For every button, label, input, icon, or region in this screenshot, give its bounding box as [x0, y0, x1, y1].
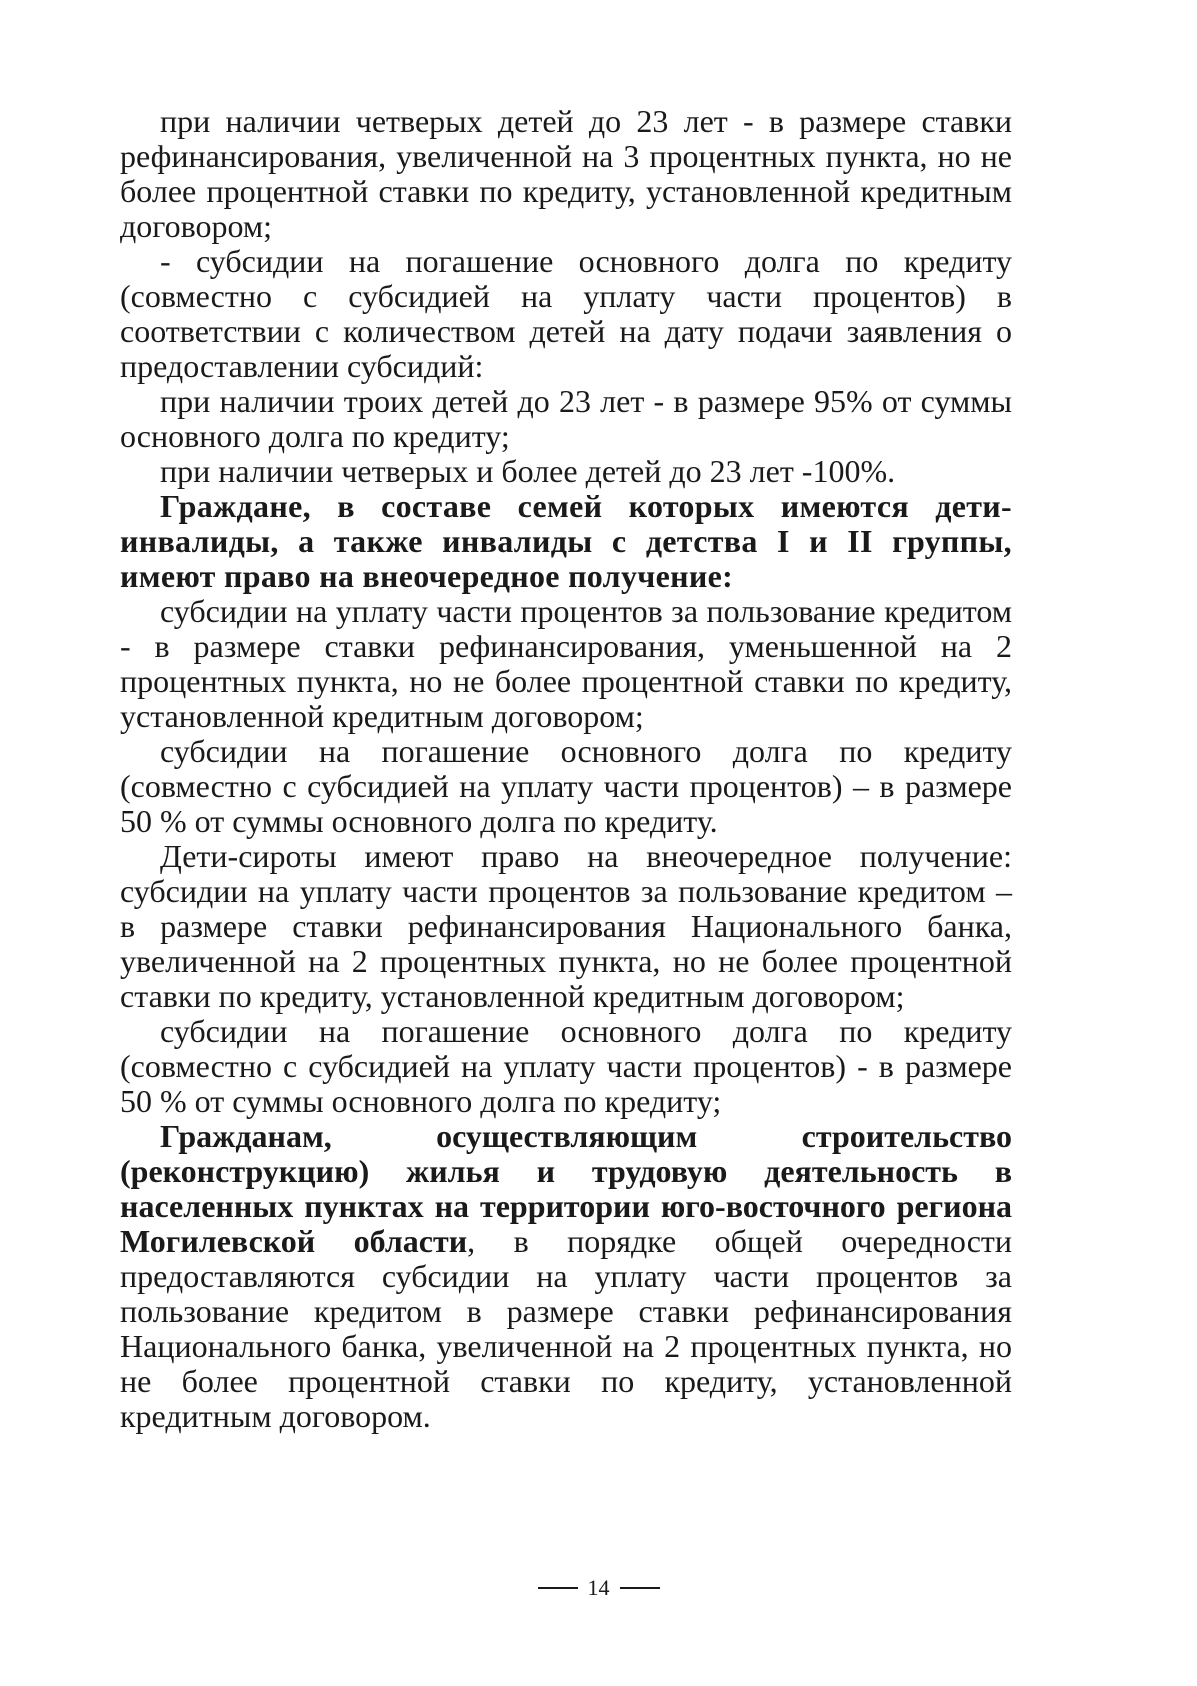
footer-rule-left — [538, 1587, 578, 1589]
paragraph-mogilev-region — [120, 1119, 1012, 1434]
paragraph-disabled-principal-subsidy: субсидии на погашение основного долга по кредиту (совместно с субсидией на уплату части процентов) – в размере 50 % от суммы основного долга по кредиту. — [120, 733, 1012, 839]
mogilev-region-text: , в порядке общей очередности предоставляются субсидии на уплату части процентов за пользование кредитом в размере ставки рефинансирования Национального банка, увеличенной на 2 процентных пункта, но не более процентной ставки по кредиту, установленной кредитным договором. — [120, 1223, 1013, 1434]
paragraph-orphans-principal-subsidy: субсидии на погашение основного долга по кредиту (совместно с субсидией на уплату части процентов) - в размере 50 % от суммы основного долга по кредиту; — [120, 1013, 1012, 1119]
page-number: 14 — [587, 1575, 610, 1600]
paragraph-disabled-interest-subsidy: субсидии на уплату части процентов за пользование кредитом - в размере ставки рефинансирования, уменьшенной на 2 процентных пункта, но не более процентной ставки по кредиту, установленной кредитным договором; — [120, 593, 1012, 734]
paragraph-four-or-more-children: при наличии четверых и более детей до 23 лет -100%. — [160, 453, 896, 489]
page-footer — [0, 1575, 1197, 1601]
paragraph-four-children-rate: при наличии четверых детей до 23 лет - в размере ставки рефинансирования, увеличенной на 3 процентных пункта, но не более процентной ставки по кредиту, установленной кредитным договором; — [120, 103, 1012, 244]
mogilev-region-bold-lead: Гражданам, осуществляющим строительство (реконструкцию) жилья и трудовую деятельность в населенных пунктах на территории юго-восточного региона Могилевской области — [120, 1118, 1012, 1259]
paragraph-three-children: при наличии троих детей до 23 лет - в размере 95% от суммы основного долга по кредиту; — [120, 383, 1012, 454]
paragraph-principal-subsidy: - субсидии на погашение основного долга по кредиту (совместно с субсидией на уплату части процентов) в соответствии с количеством детей на дату подачи заявления о предоставлении субсидий: — [120, 243, 1012, 384]
paragraph-orphans: Дети-сироты имеют право на внеочередное получение: субсидии на уплату части процентов за пользование кредитом – в размере ставки рефинансирования Национального банка, увеличенной на 2 процентных пункта, но не более процентной ставки по кредиту, установленной кредитным договором; — [120, 838, 1012, 1014]
document-body — [120, 104, 1012, 1434]
footer-rule-right — [620, 1587, 660, 1589]
heading-disabled-children: Граждане, в составе семей которых имеются дети-инвалиды, а также инвалиды с детства I и II группы, имеют право на внеочередное получение: — [120, 488, 1012, 594]
